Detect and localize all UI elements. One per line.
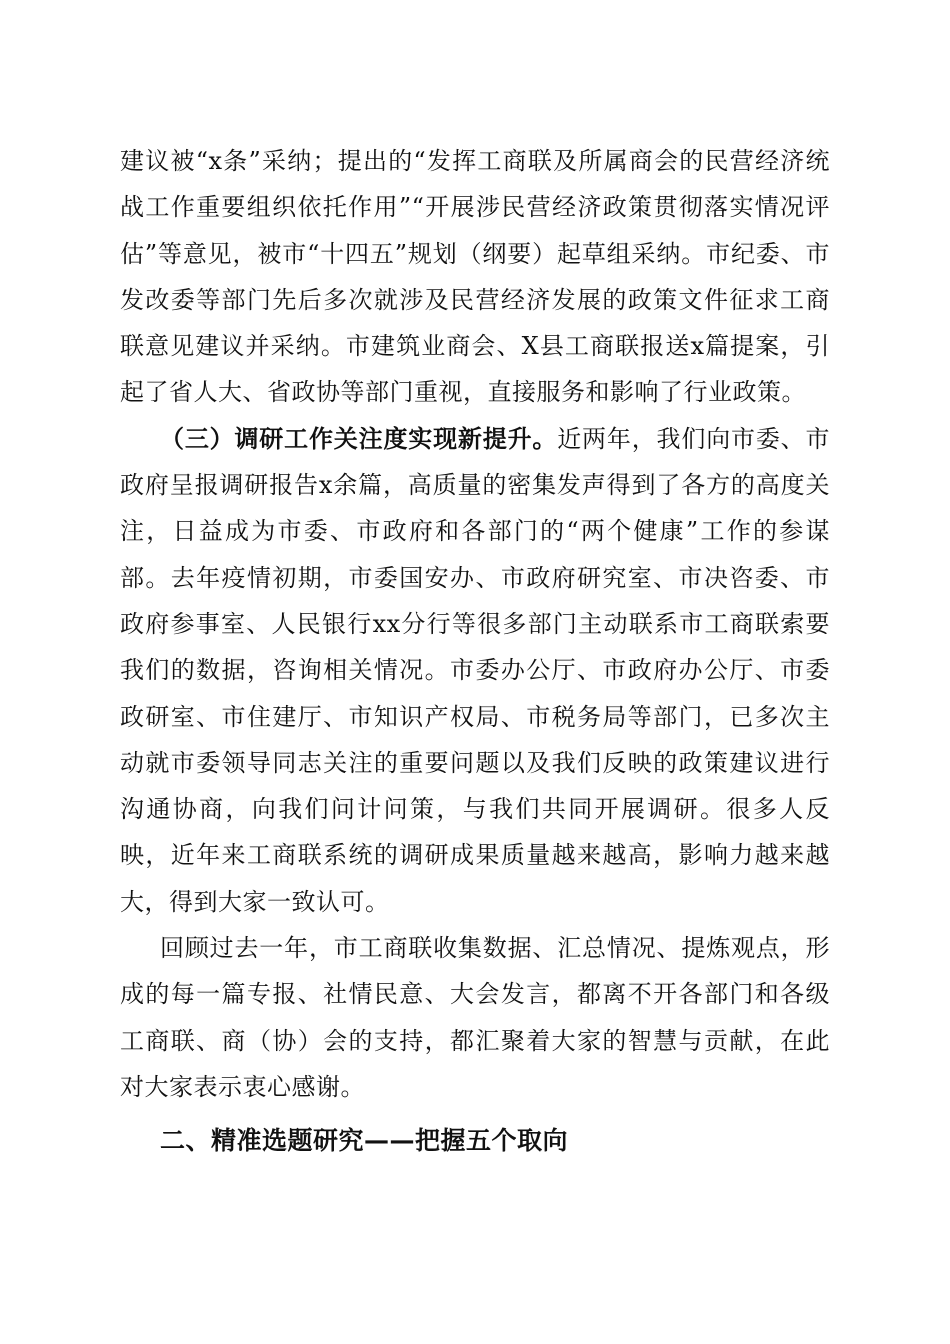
section-heading: 二、精准选题研究——把握五个取向 [160,1126,569,1155]
paragraph-text: 建议被“x条”采纳；提出的“发挥工商联及所属商会的民营经济统战工作重要组织依托作用”“开展涉民营经济政策贯彻落实情况评估”等意见，被市“十四五”规划（纲要）起草组采纳。市纪委、市发改委等部门先后多次就涉及民营经济发展的政策文件征求工商联意见建议并采纳。市建筑业商会、X县工商联报送x篇提案，引起了省人大、省政协等部门重视，直接服务和影响了行业政策。 [120,147,830,407]
document-body [120,138,830,1110]
paragraph-lead-heading: （三）调研工作关注度实现新提升。 [160,423,558,453]
paragraph-review-thanks [120,925,830,1110]
paragraph-text: 近两年，我们向市委、市政府呈报调研报告x余篇，高质量的密集发声得到了各方的高度关注，日益成为市委、市政府和各部门的“两个健康”工作的参谋部。去年疫情初期，市委国安办、市政府研究室、市决咨委、市政府参事室、人民银行xx分行等很多部门主动联系市工商联索要我们的数据，咨询相关情况。市委办公厅、市政府办公厅、市委政研室、市住建厅、市知识产权局、市税务局等部门，已多次主动就市委领导同志关注的重要问题以及我们反映的政策建议进行沟通协商，向我们问计问策，与我们共同开展调研。很多人反映，近年来工商联系统的调研成果质量越来越高，影响力越来越大，得到大家一致认可。 [120,424,831,916]
paragraph-continuation [120,138,830,416]
paragraph-research-attention [120,416,830,925]
paragraph-text: 回顾过去一年，市工商联收集数据、汇总情况、提炼观点，形成的每一篇专报、社情民意、大会发言，都离不开各部门和各级工商联、商（协）会的支持，都汇聚着大家的智慧与贡献，在此对大家表示衷心感谢。 [120,934,830,1101]
